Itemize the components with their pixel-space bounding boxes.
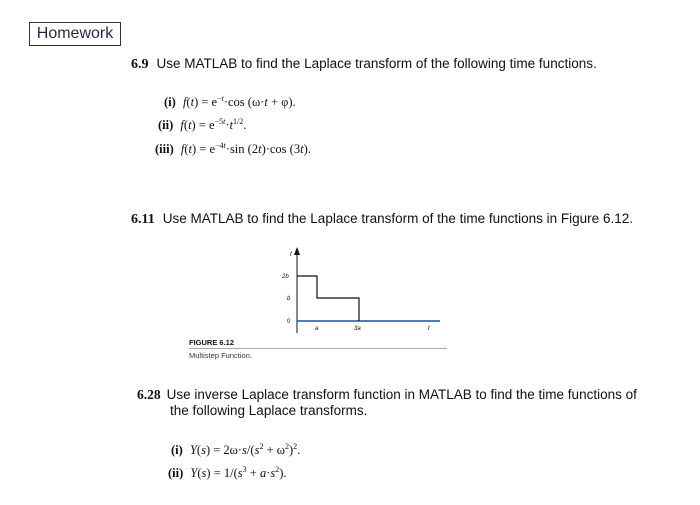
y-tick-b: b — [287, 296, 291, 302]
item-expression: $f(t) = e^{-4t}\cdot\sin$ (2t)·cos (3t). — [180, 141, 311, 156]
problem-6-11 — [131, 211, 633, 228]
y-tick-0: 0 — [287, 319, 291, 325]
x-tick-3a: 3a — [354, 326, 361, 332]
problem-6-9-item-iii — [155, 142, 311, 157]
y-axis-arrow — [294, 247, 300, 255]
item-expression: $Y(s) = 1/(s^3 + a\cdot s^2)$. — [190, 465, 287, 480]
problem-text-line1: Use inverse Laplace transform function in MATLAB to find the time functions of — [166, 387, 637, 402]
item-label: (iii) — [155, 142, 174, 156]
item-label: (i) — [171, 443, 183, 457]
x-axis-label: t — [428, 326, 430, 332]
y-axis-label: f — [290, 252, 292, 258]
item-label: (i) — [164, 95, 176, 109]
problem-6-9-item-ii — [158, 118, 246, 133]
multistep-function-chart — [270, 243, 450, 335]
item-label: (ii) — [168, 466, 184, 480]
figure-caption-rule — [189, 348, 447, 349]
problem-6-28 — [137, 387, 657, 419]
problem-text: Use MATLAB to find the Laplace transform of the following time functions. — [156, 56, 597, 71]
problem-number: 6.9 — [131, 57, 149, 72]
problem-6-28-item-ii — [168, 466, 287, 481]
problem-number: 6.11 — [131, 212, 155, 227]
item-expression: $f(t) = e^{-5t}\cdot t^{1/2}$. — [180, 117, 247, 132]
problem-text-line2: the following Laplace transforms. — [170, 403, 368, 418]
item-expression: $f(t) = e^{-t}\cdot\cos$ (ω·t + φ). — [182, 94, 296, 109]
problem-number: 6.28 — [137, 387, 161, 402]
step-series-line — [297, 276, 359, 321]
item-expression: $Y(s) = 2\omega\cdot s/(s^2 + \omega^2)^2$. — [189, 442, 301, 457]
item-label: (ii) — [158, 118, 174, 132]
problem-text: Use MATLAB to find the Laplace transform of the time functions in Figure 6.12. — [162, 211, 633, 226]
problem-6-9-item-i — [164, 95, 296, 110]
x-tick-a: a — [315, 326, 319, 332]
y-tick-2b: 2b — [282, 274, 289, 280]
figure-caption-subtitle: Multistep Function. — [189, 351, 252, 360]
figure-caption-title: FIGURE 6.12 — [189, 338, 235, 347]
problem-6-28-item-i — [171, 443, 300, 458]
homework-badge: Homework — [29, 22, 121, 46]
problem-6-9 — [131, 56, 597, 73]
